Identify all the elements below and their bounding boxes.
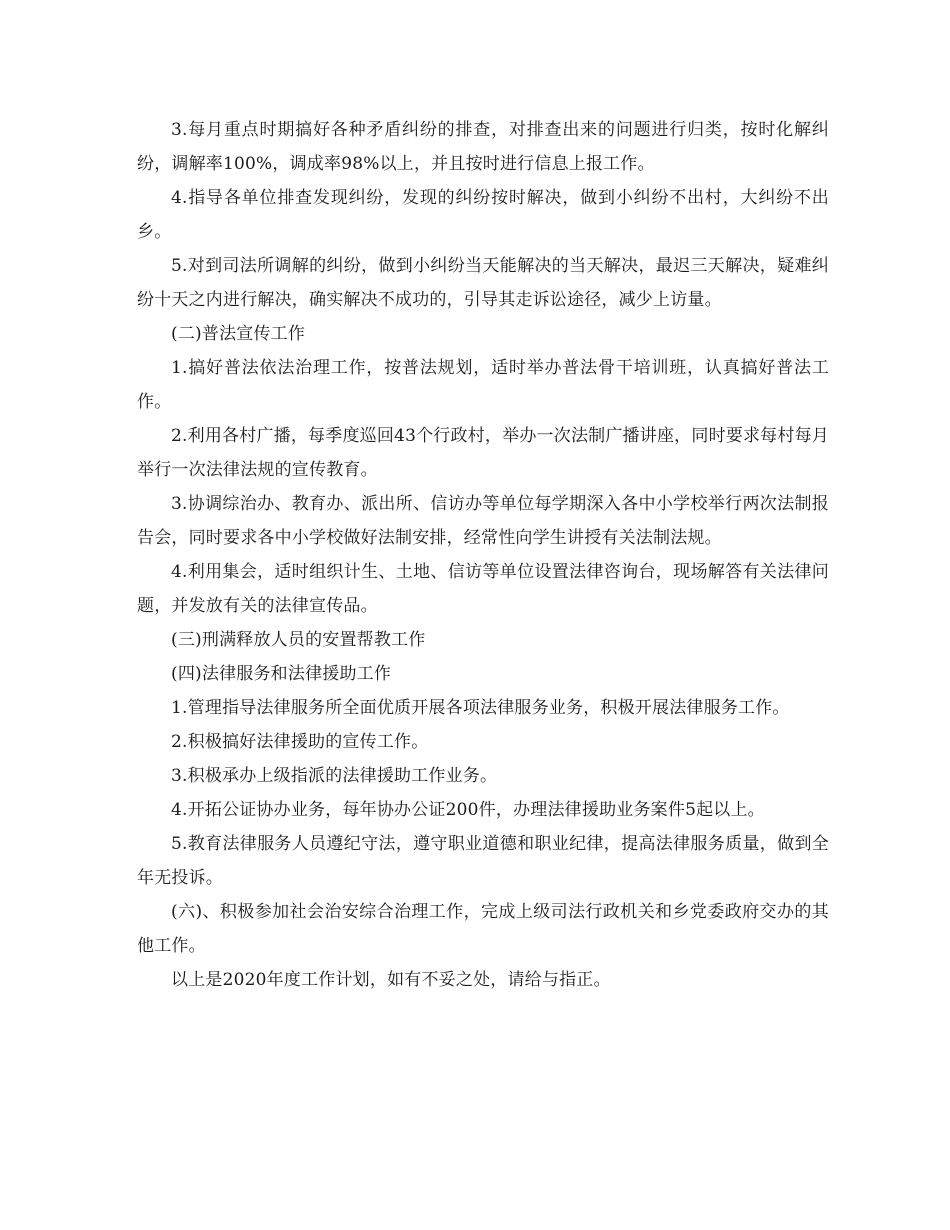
- document-body: [137, 113, 829, 997]
- paragraph-services-item-1: 1.管理指导法律服务所全面优质开展各项法律服务业务，积极开展法律服务工作。: [171, 698, 790, 718]
- paragraph-mediation-item-5: 5.对到司法所调解的纠纷，做到小纠纷当天能解决的当天解决，最迟三天解决，疑难纠纷十天之内进行解决，确实解决不成功的，引导其走诉讼途径，减少上访量。: [137, 256, 829, 310]
- section-heading-resettlement: (三)刑满释放人员的安置帮教工作: [171, 630, 426, 650]
- paragraph-publicity-item-2: 2.利用各村广播，每季度巡回43个行政村，举办一次法制广播讲座，同时要求每村每月举行一次法律法规的宣传教育。: [137, 426, 829, 480]
- section-heading-legal-publicity: (二)普法宣传工作: [171, 324, 306, 344]
- paragraph-services-item-2: 2.积极搞好法律援助的宣传工作。: [171, 732, 429, 752]
- paragraph-services-item-4: 4.开拓公证协办业务，每年协办公证200件，办理法律援助业务案件5起以上。: [171, 800, 765, 820]
- paragraph-publicity-item-1: 1.搞好普法依法治理工作，按普法规划，适时举办普法骨干培训班，认真搞好普法工作。: [137, 358, 829, 412]
- paragraph-services-item-5: 5.教育法律服务人员遵纪守法，遵守职业道德和职业纪律，提高法律服务质量，做到全年无投诉。: [137, 834, 829, 888]
- paragraph-publicity-item-3: 3.协调综治办、教育办、派出所、信访办等单位每学期深入各中小学校举行两次法制报告会，同时要求各中小学校做好法制安排，经常性向学生讲授有关法制法规。: [137, 494, 829, 548]
- section-heading-public-security: (六)、积极参加社会治安综合治理工作，完成上级司法行政机关和乡党委政府交办的其他工作。: [137, 902, 829, 956]
- paragraph-services-item-3: 3.积极承办上级指派的法律援助工作业务。: [171, 766, 498, 786]
- closing-paragraph: 以上是2020年度工作计划，如有不妥之处，请给与指正。: [171, 970, 611, 990]
- section-heading-legal-services: (四)法律服务和法律援助工作: [171, 664, 392, 684]
- paragraph-mediation-item-4: 4.指导各单位排查发现纠纷，发现的纠纷按时解决，做到小纠纷不出村，大纠纷不出乡。: [137, 188, 829, 242]
- paragraph-publicity-item-4: 4.利用集会，适时组织计生、土地、信访等单位设置法律咨询台，现场解答有关法律问题，并发放有关的法律宣传品。: [137, 562, 829, 616]
- paragraph-mediation-item-3: 3.每月重点时期搞好各种矛盾纠纷的排查，对排查出来的问题进行归类，按时化解纠纷，调解率100%，调成率98%以上，并且按时进行信息上报工作。: [137, 120, 829, 174]
